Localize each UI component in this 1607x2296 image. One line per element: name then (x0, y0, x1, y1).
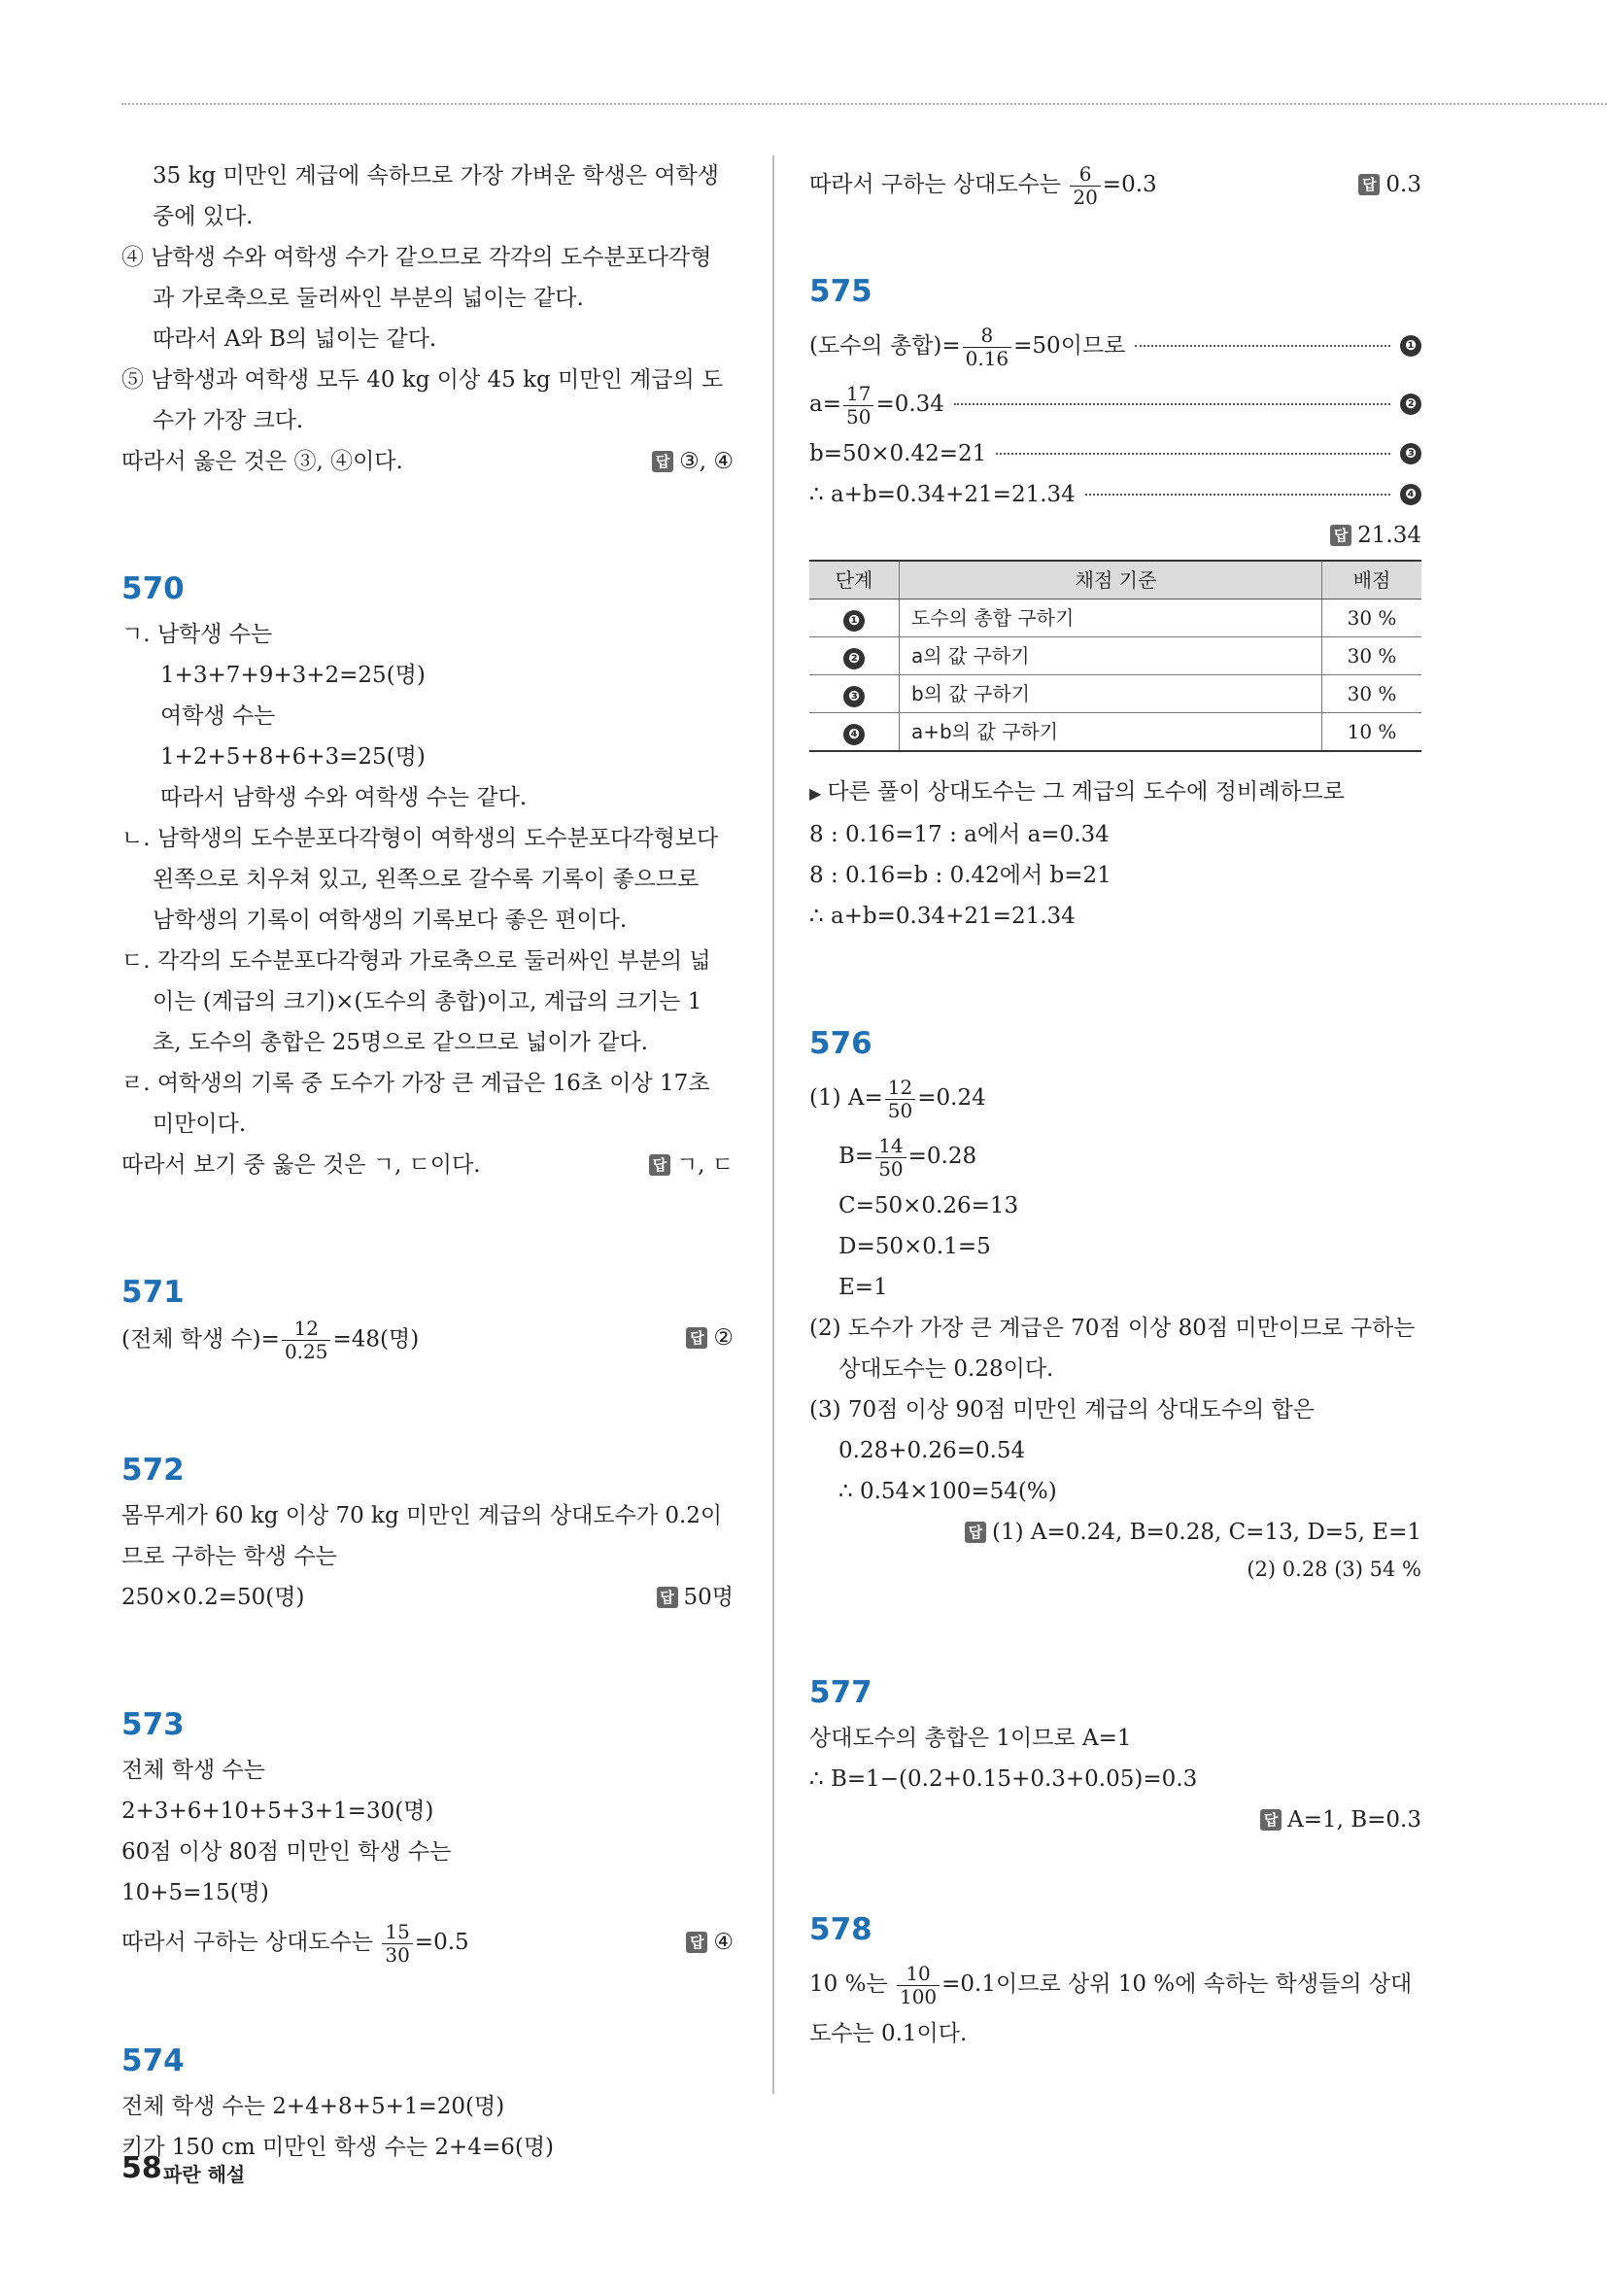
equation-line: 10+5=15(명) (121, 1880, 269, 1905)
equation-text: =0.34 (875, 392, 944, 417)
text-line: 남학생의 기록이 여학생의 기록보다 좋은 편이다. (153, 908, 628, 933)
equation-line (121, 1913, 734, 1971)
problem-number-574: 574 (121, 2043, 185, 2078)
text-line: 도수는 0.1이다. (809, 2021, 968, 2046)
problem-number-577: 577 (809, 1675, 872, 1710)
equation-text: (1) A= (809, 1085, 883, 1111)
problem-number-572: 572 (121, 1453, 185, 1488)
answer-value: ④ (713, 1930, 734, 1955)
text-line: 과 가로축으로 둘러싸인 부분의 넓이는 같다. (153, 286, 584, 311)
answer-value: ③, ④ (679, 449, 734, 474)
denominator: 0.16 (965, 346, 1009, 370)
solution-step-2 (809, 375, 1421, 433)
page-section-label: 파란 해설 (163, 2163, 246, 2186)
text-line: 므로 구하는 학생 수는 (121, 1544, 337, 1569)
equation-text (809, 375, 944, 433)
table-cell-step (809, 675, 900, 713)
fraction (282, 1318, 331, 1363)
equation-line: E=1 (838, 1275, 888, 1300)
answer-badge: 답 (686, 1327, 707, 1349)
answer (1358, 155, 1421, 214)
equation-text: (도수의 총합)= (809, 333, 961, 359)
text-line: ⑤ 남학생과 여학생 모두 40 kg 이상 45 kg 미만인 계급의 도 (121, 367, 724, 393)
equation-line: 8 : 0.16=17 : a에서 a=0.34 (809, 822, 1110, 847)
table-row (809, 637, 1421, 675)
equation-line: 2+3+6+10+5+3+1=30(명) (121, 1799, 434, 1824)
table-row (809, 675, 1421, 713)
conclusion-text: 따라서 옳은 것은 ③, ④이다. (121, 449, 403, 474)
table-cell-criterion: a+b의 값 구하기 (900, 713, 1322, 752)
table-cell-score: 30 % (1322, 637, 1422, 675)
answer (686, 1913, 734, 1971)
problem-number-576: 576 (809, 1026, 872, 1061)
answer-value: 21.34 (1357, 523, 1421, 548)
numerator: 10 (897, 1963, 940, 1986)
table-cell-step (809, 713, 900, 752)
table-header: 채점 기준 (900, 561, 1322, 600)
grading-table (809, 560, 1421, 752)
step-marker-3: ❸ (1400, 443, 1421, 464)
problem-number-575: 575 (809, 274, 872, 309)
fraction (885, 1077, 915, 1122)
denominator: 100 (899, 1984, 938, 2008)
numerator: 14 (875, 1135, 906, 1158)
text-line: ㄴ. 남학생의 도수분포다각형이 여학생의 도수분포다각형보다 (121, 826, 719, 851)
solution-step-1 (809, 317, 1421, 375)
answer-value: A=1, B=0.3 (1287, 1807, 1421, 1833)
answer-badge: 답 (1330, 525, 1351, 546)
text-line (121, 441, 734, 482)
table-row (809, 713, 1421, 752)
triangle-bullet-icon: ▶ (809, 784, 822, 803)
table-cell-criterion: 도수의 총합 구하기 (900, 600, 1322, 637)
text-line: 왼쪽으로 치우쳐 있고, 왼쪽으로 갈수록 기록이 좋으므로 (153, 867, 700, 892)
denominator: 50 (887, 1098, 913, 1122)
problem-number-571: 571 (121, 1275, 185, 1310)
text-line: 상대도수는 0.28이다. (838, 1356, 1054, 1382)
dotted-leader (954, 403, 1390, 405)
equation-line: D=50×0.1=5 (838, 1234, 991, 1259)
text-line: (2) 도수가 가장 큰 계급은 70점 이상 80점 미만이므로 구하는 (809, 1316, 1416, 1341)
answer-value: (1) A=0.24, B=0.28, C=13, D=5, E=1 (991, 1520, 1421, 1545)
equation-text: B= (838, 1144, 874, 1169)
fraction (382, 1921, 412, 1967)
text-line: 몸무게가 60 kg 이상 70 kg 미만인 계급의 상대도수가 0.2이 (121, 1503, 723, 1528)
table-header: 단계 (809, 561, 900, 600)
answer-badge: 답 (965, 1522, 986, 1543)
equation-line (809, 155, 1421, 214)
fraction (1070, 163, 1100, 209)
equation-line: 전체 학생 수는 2+4+8+5+1=20(명) (121, 2094, 505, 2119)
table-cell-step (809, 600, 900, 637)
answer (809, 1799, 1421, 1840)
answer-badge: 답 (1260, 1809, 1282, 1831)
equation-text: 따라서 구하는 상대도수는 (809, 172, 1069, 197)
equation-text: =0.3 (1102, 172, 1157, 197)
answer (686, 1318, 734, 1358)
equation-text: 250×0.2=50(명) (121, 1585, 305, 1610)
top-dotted-rule (121, 103, 1607, 105)
answer-value: 50명 (683, 1585, 734, 1610)
answer (657, 1577, 735, 1618)
equation-line: 1+2+5+8+6+3=25(명) (160, 744, 426, 770)
denominator: 20 (1073, 185, 1098, 209)
table-header: 배점 (1322, 561, 1422, 600)
answer (809, 515, 1421, 556)
equation-text: =0.1이므로 상위 10 %에 속하는 학생들의 상대 (941, 1971, 1413, 1997)
answer-badge: 답 (1358, 174, 1380, 195)
equation-line: 1+3+7+9+3+2=25(명) (160, 663, 426, 688)
step-marker-1: ❶ (1400, 335, 1421, 357)
numerator: 12 (282, 1318, 331, 1341)
table-cell-criterion: b의 값 구하기 (900, 675, 1322, 713)
table-header-row (809, 561, 1421, 600)
problem-number-578: 578 (809, 1912, 872, 1947)
fraction (843, 383, 873, 428)
alternative-solution-heading (809, 771, 1421, 814)
text: 다른 풀이 상대도수는 그 계급의 도수에 정비례하므로 (827, 779, 1345, 805)
text-line: 수가 가장 크다. (153, 408, 304, 433)
numerator: 15 (382, 1921, 412, 1944)
answer-badge: 답 (657, 1587, 678, 1608)
equation-line: ∴ B=1−(0.2+0.15+0.3+0.05)=0.3 (809, 1766, 1198, 1792)
column-divider (772, 155, 774, 2094)
problem-number-570: 570 (121, 571, 185, 606)
denominator: 50 (878, 1156, 904, 1181)
equation-line (809, 1127, 1421, 1185)
fraction (897, 1963, 940, 2008)
left-column (121, 155, 734, 2168)
answer (649, 1145, 734, 1185)
table-cell-score: 30 % (1322, 600, 1422, 637)
step-marker: ❶ (843, 610, 865, 632)
text-line: ㄹ. 여학생의 기록 중 도수가 가장 큰 계급은 16초 이상 17초 (121, 1071, 710, 1096)
table-row (809, 600, 1421, 637)
text-line: 전체 학생 수는 (121, 1758, 265, 1783)
equation-line: C=50×0.26=13 (838, 1193, 1019, 1218)
equation-line (121, 1318, 734, 1363)
text-line: 따라서 A와 B의 넓이는 같다. (153, 326, 437, 352)
equation-line (809, 1955, 1421, 2013)
equation-line: 키가 150 cm 미만인 학생 수는 2+4=6(명) (121, 2135, 555, 2160)
answer-badge: 답 (649, 1154, 670, 1176)
denominator: 50 (845, 404, 872, 428)
solution-step-3 (809, 433, 1421, 474)
page-number: 58 (121, 2151, 162, 2185)
answer (652, 441, 734, 482)
numerator: 17 (843, 383, 873, 406)
equation-line: ∴ a+b=0.34+21=21.34 (809, 904, 1076, 929)
equation-text: 10 %는 (809, 1971, 895, 1997)
answer-value: 0.3 (1385, 172, 1421, 197)
numerator: 6 (1070, 163, 1100, 187)
equation-line: 8 : 0.16=b : 0.42에서 b=21 (809, 863, 1111, 888)
table-cell-score: 10 % (1322, 713, 1422, 752)
text-line (121, 1145, 734, 1185)
text-line: ㄱ. 남학생 수는 (121, 622, 273, 647)
step-marker: ❹ (843, 724, 865, 745)
solution-step-4 (809, 474, 1421, 515)
equation-line (121, 1577, 734, 1618)
equation-line: ∴ 0.54×100=54(%) (838, 1479, 1057, 1504)
equation-text: b=50×0.42=21 (809, 441, 987, 466)
text-line: ㄷ. 각각의 도수분포다각형과 가로축으로 둘러싸인 부분의 넓 (121, 948, 711, 974)
table-cell-step (809, 637, 900, 675)
equation-text: =0.5 (414, 1930, 469, 1955)
table-cell-score: 30 % (1322, 675, 1422, 713)
right-column (809, 155, 1421, 2054)
equation-text: ∴ a+b=0.34+21=21.34 (809, 482, 1076, 507)
equation-text: =48(명) (332, 1326, 420, 1353)
dotted-leader (1085, 494, 1390, 496)
answer-continued: (2) 0.28 (3) 54 % (1247, 1558, 1421, 1581)
numerator: 12 (885, 1077, 915, 1100)
text-line: 미만이다. (153, 1112, 247, 1137)
equation-text: =0.28 (907, 1144, 977, 1169)
answer (809, 1512, 1421, 1553)
text-line: 따라서 남학생 수와 여학생 수는 같다. (160, 785, 528, 810)
text-line: 35 kg 미만인 계급에 속하므로 가장 가벼운 학생은 여학생 (153, 163, 719, 188)
dotted-leader (1135, 345, 1390, 347)
text-line: 60점 이상 80점 미만인 학생 수는 (121, 1839, 452, 1865)
equation-line: 0.28+0.26=0.54 (838, 1438, 1026, 1463)
equation-text (809, 317, 1125, 375)
equation-line (809, 1069, 1421, 1127)
answer-value: ㄱ, ㄷ (675, 1152, 734, 1178)
answer-badge: 답 (686, 1932, 707, 1953)
text-line: (3) 70점 이상 90점 미만인 계급의 상대도수의 합은 (809, 1397, 1315, 1422)
step-marker: ❷ (843, 648, 865, 669)
denominator: 0.25 (284, 1340, 328, 1363)
equation-text: (전체 학생 수)= (121, 1326, 280, 1353)
answer-value: ② (713, 1325, 734, 1351)
answer-badge: 답 (652, 451, 673, 472)
table-cell-criterion: a의 값 구하기 (900, 637, 1322, 675)
dotted-leader (996, 453, 1390, 455)
fraction (875, 1135, 906, 1181)
text-line: ④ 남학생 수와 여학생 수가 같으므로 각각의 도수분포다각형 (121, 245, 712, 270)
conclusion-text: 따라서 보기 중 옳은 것은 ㄱ, ㄷ이다. (121, 1152, 481, 1178)
equation-text: =0.24 (917, 1085, 986, 1111)
text-line: 초, 도수의 총합은 25명으로 같으므로 넓이가 같다. (153, 1030, 648, 1055)
step-marker: ❸ (843, 686, 865, 707)
equation-text: =50이므로 (1013, 333, 1126, 359)
equation-line: 상대도수의 총합은 1이므로 A=1 (809, 1726, 1132, 1751)
denominator: 30 (385, 1942, 410, 1967)
text-line: 이는 (계급의 크기)×(도수의 총합)이고, 계급의 크기는 1 (153, 989, 702, 1014)
numerator: 8 (963, 325, 1012, 348)
text-line: 중에 있다. (153, 204, 254, 229)
equation-text: 따라서 구하는 상대도수는 (121, 1930, 381, 1955)
problem-number-573: 573 (121, 1707, 185, 1742)
equation-text: a= (809, 392, 841, 417)
step-marker-4: ❹ (1400, 484, 1421, 505)
text-line: 여학생 수는 (160, 703, 276, 729)
fraction (963, 325, 1012, 370)
step-marker-2: ❷ (1400, 394, 1421, 415)
